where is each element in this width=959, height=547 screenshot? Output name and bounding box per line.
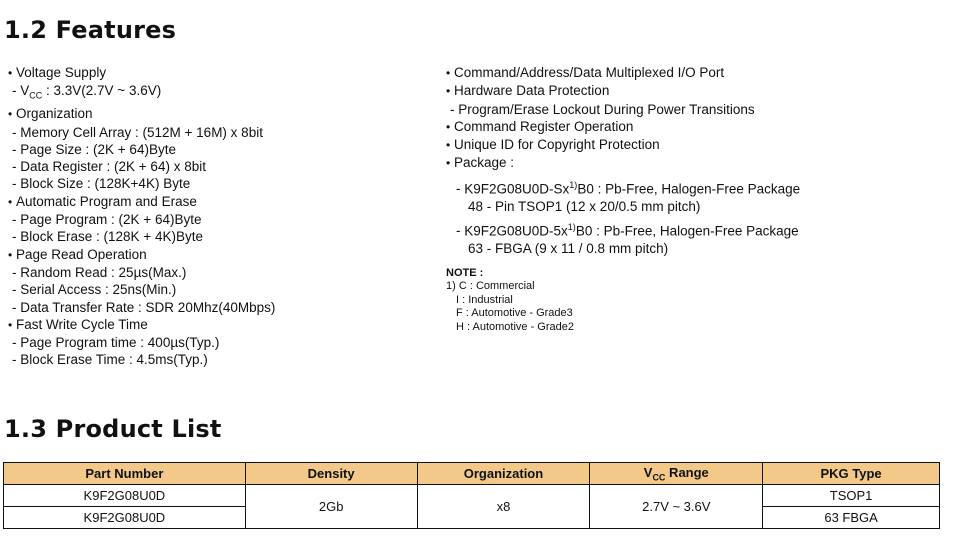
col-header-vcc-range xyxy=(590,463,763,485)
features-heading: 1.2 Features xyxy=(4,16,177,44)
cell-pkg-type: 63 FBGA xyxy=(763,507,940,529)
cell-part-number: K9F2G08U0D xyxy=(4,485,246,507)
vcc-value: : 3.3V(2.7V ~ 3.6V) xyxy=(42,83,162,99)
package-tsop-desc: 48 - Pin TSOP1 (12 x 20/0.5 mm pitch) xyxy=(468,198,701,214)
note-auto-grade3: F : Automotive - Grade3 xyxy=(456,307,573,320)
vcc-header-sub: CC xyxy=(652,472,666,483)
pkg1-note-ref: 1) xyxy=(569,179,578,190)
package-tsop xyxy=(446,177,946,198)
vcc-label: V xyxy=(20,83,30,99)
pkg2-part: K9F2G08U0D-5x xyxy=(464,223,568,239)
feature-vcc xyxy=(8,82,428,105)
pkg2-note-ref: 1) xyxy=(567,221,576,232)
feature-serial-access: - Serial Access : 25ns(Min.) xyxy=(8,281,428,298)
feature-hw-protect: • Hardware Data Protection xyxy=(446,82,946,100)
package-fbga xyxy=(446,219,946,240)
feature-block-erase: - Block Erase : (128K + 4K)Byte xyxy=(8,228,428,245)
feature-voltage: • Voltage Supply xyxy=(8,64,428,82)
vcc-header-range: Range xyxy=(665,464,709,480)
note-industrial: I : Industrial xyxy=(456,293,513,306)
feature-transfer-rate: - Data Transfer Rate : SDR 20Mhz(40Mbps) xyxy=(8,299,428,316)
feature-block-erase-time: - Block Erase Time : 4.5ms(Typ.) xyxy=(8,351,428,368)
feature-page-read: • Page Read Operation xyxy=(8,246,428,264)
features-left-column xyxy=(8,64,428,369)
features-right-column xyxy=(446,64,946,334)
product-list-heading: 1.3 Product List xyxy=(4,415,222,443)
note-title: NOTE : xyxy=(446,266,484,279)
feature-organization: • Organization xyxy=(8,105,428,123)
feature-page-program: - Page Program : (2K + 64)Byte xyxy=(8,211,428,228)
feature-fast-write: • Fast Write Cycle Time xyxy=(8,316,428,334)
col-header-part-number: Part Number xyxy=(4,463,246,485)
pkg2-desc-title: B0 : Pb-Free, Halogen-Free Package xyxy=(575,223,799,239)
col-header-density: Density xyxy=(245,463,417,485)
pkg1-desc-title: B0 : Pb-Free, Halogen-Free Package xyxy=(577,181,801,197)
vcc-sub: CC xyxy=(29,90,43,101)
cell-part-number: K9F2G08U0D xyxy=(4,507,246,529)
table-header-row xyxy=(4,463,940,485)
cell-pkg-type: TSOP1 xyxy=(763,485,940,507)
note-block xyxy=(446,267,946,334)
table-row xyxy=(4,485,940,507)
feature-page-program-time: - Page Program time : 400µs(Typ.) xyxy=(8,334,428,351)
feature-unique-id: • Unique ID for Copyright Protection xyxy=(446,136,946,154)
note-commercial: 1) C : Commercial xyxy=(446,280,535,293)
feature-auto-program: • Automatic Program and Erase xyxy=(8,193,428,211)
feature-block-size: - Block Size : (128K+4K) Byte xyxy=(8,175,428,192)
feature-random-read: - Random Read : 25µs(Max.) xyxy=(8,264,428,281)
note-auto-grade2: H : Automotive - Grade2 xyxy=(456,320,574,333)
feature-cmd-register: • Command Register Operation xyxy=(446,118,946,136)
cell-organization: x8 xyxy=(417,485,590,529)
feature-cmd-addr: • Command/Address/Data Multiplexed I/O Port xyxy=(446,64,946,82)
vcc-header-label: V xyxy=(643,464,653,480)
product-table xyxy=(3,462,940,529)
feature-lockout: - Program/Erase Lockout During Power Transitions xyxy=(446,101,946,118)
cell-density: 2Gb xyxy=(245,485,417,529)
package-fbga-desc: 63 - FBGA (9 x 11 / 0.8 mm pitch) xyxy=(468,240,669,256)
cell-vcc-range: 2.7V ~ 3.6V xyxy=(590,485,763,529)
feature-page-size: - Page Size : (2K + 64)Byte xyxy=(8,141,428,158)
feature-data-register: - Data Register : (2K + 64) x 8bit xyxy=(8,158,428,175)
feature-mem-array: - Memory Cell Array : (512M + 16M) x 8bit xyxy=(8,124,428,141)
feature-package: • Package : xyxy=(446,154,946,172)
col-header-organization: Organization xyxy=(417,463,590,485)
pkg1-part: K9F2G08U0D-Sx xyxy=(464,181,570,197)
col-header-pkg-type: PKG Type xyxy=(763,463,940,485)
